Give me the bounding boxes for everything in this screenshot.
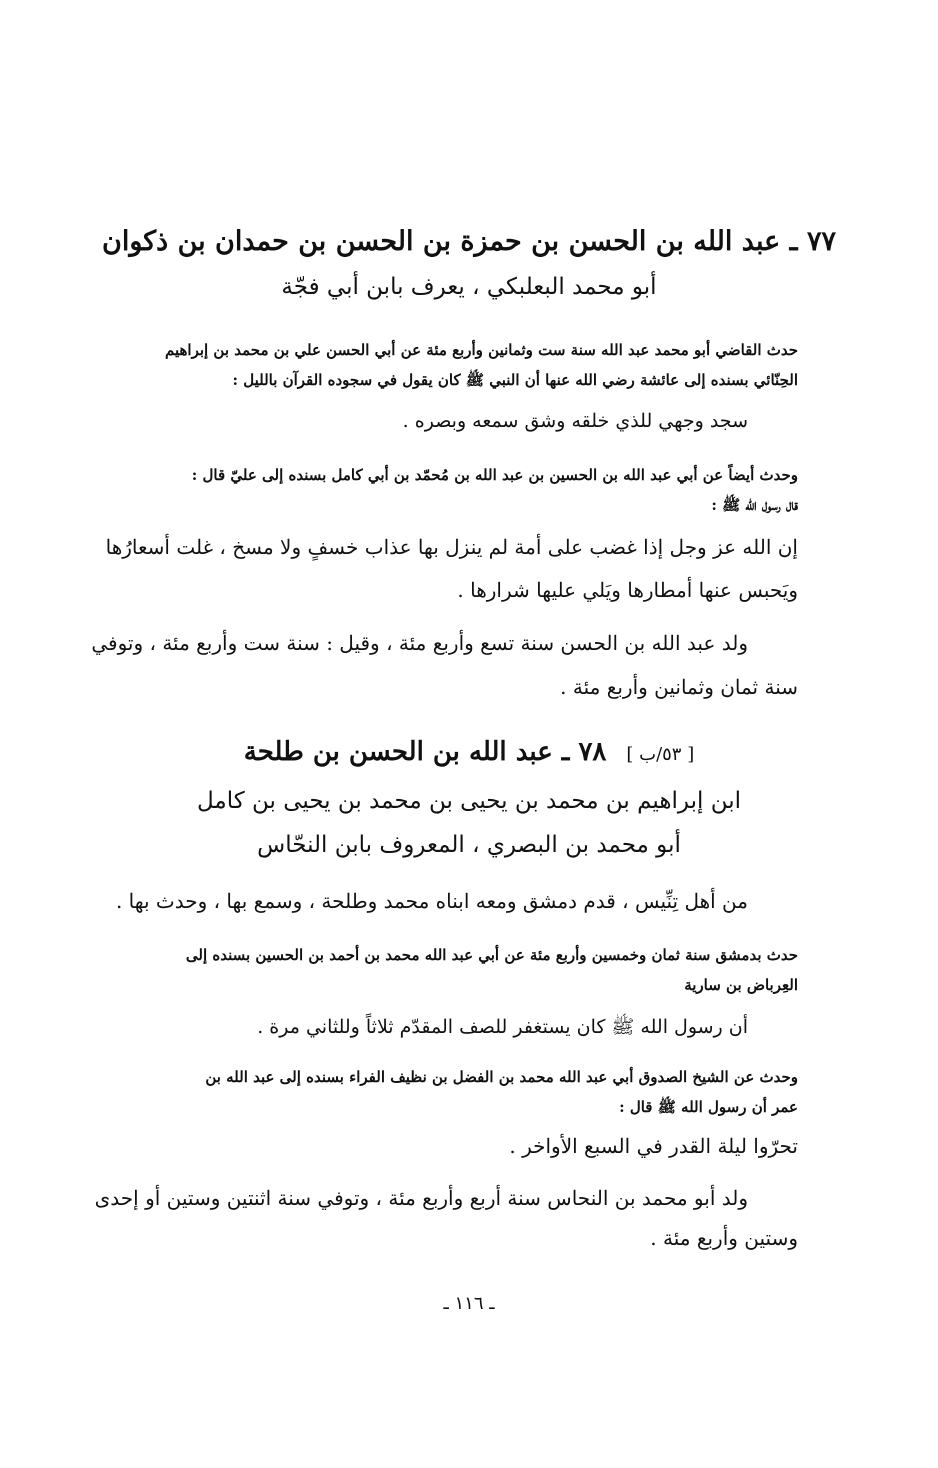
entry-78-narration2-line-2: عمر أن رسول الله ﷺ قال : (619, 1098, 798, 1116)
entry-78-birth-line-2: وستين وأربع مئة . (650, 1226, 798, 1250)
entry-78-narration-line-2: العِرباض بن سارية (684, 976, 798, 994)
entry-78-lineage: ابن إبراهيم بن محمد بن يحيى بن محمد بن يحيى بن كامل (196, 788, 741, 814)
entry-77-narration-line-2: الحِنّائي بسنده إلى عائشة رضي الله عنها أن النبي ﷺ كان يقول في سجوده القرآن بالليل : (232, 371, 798, 389)
entry-77-title: ٧٧ ـ عبد الله بن الحسن بن حمزة بن الحسن بن حمدان بن ذكوان (102, 226, 836, 257)
entry-78-narration-line-1: حدث بدمشق سنة ثمان وخمسين وأربع مئة عن أبي عبد الله محمد بن أحمد بن الحسين بسنده إلى (185, 946, 798, 964)
entry-78-quote-2: تحرّوا ليلة القدر في السبع الأواخر . (509, 1134, 798, 1158)
entry-78-narration2-line-1: وحدث عن الشيخ الصدوق أبي عبد الله محمد بن الفضل بن نظيف الفراء بسنده إلى عبد الله بن (205, 1068, 798, 1086)
entry-78-heading (0, 737, 938, 767)
entry-77-narration2-line-1: وحدث أيضاً عن أبي عبد الله بن الحسين بن عبد الله بن مُحمّد بن أبي كامل بسنده إلى عليّ قال : (191, 466, 798, 484)
entry-78-birth-line-1: ولد أبو محمد بن النحاس سنة أربع وأربع مئة ، وتوفي سنة اثنتين وستين أو إحدى (94, 1186, 748, 1210)
folio-marker: [ ٥٣/ب ] (626, 744, 695, 765)
entry-77-narration2-line-2: قال رسول الله ﷺ : (711, 496, 798, 514)
entry-77-subtitle: أبو محمد البعلبكي ، يعرف بابن أبي فجّة (281, 274, 657, 300)
entry-77-quote: سجد وجهي للذي خلقه وشق سمعه وبصره . (402, 410, 748, 432)
entry-78-origin: من أهل تِنِّيس ، قدم دمشق ومعه ابناه محمد وطلحة ، وسمع بها ، وحدث بها . (115, 889, 748, 913)
entry-78-title: ٧٨ ـ عبد الله بن الحسن بن طلحة (243, 737, 607, 767)
entry-78-quote-1: أن رسول الله ﷺ كان يستغفر للصف المقدّم ثلاثاً وللثاني مرة . (257, 1016, 748, 1038)
entry-77-hadith-line-1: إن الله عز وجل إذا غضب على أمة لم ينزل بها عذاب خسفٍ ولا مسخ ، غلت أسعارُها (105, 535, 798, 559)
page-number: ـ ١١٦ ـ (443, 1293, 495, 1314)
entry-77-birth-line-2: سنة ثمان وثمانين وأربع مئة . (560, 675, 798, 699)
entry-77-hadith-line-2: ويَحبس عنها أمطارها ويَلي عليها شرارها . (457, 578, 798, 602)
entry-77-narration-line-1: حدث القاضي أبو محمد عبد الله سنة ست وثمانين وأربع مئة عن أبي الحسن علي بن محمد بن إبراهيم (165, 341, 798, 359)
entry-77-birth-line-1: ولد عبد الله بن الحسن سنة تسع وأربع مئة ، وقيل : سنة ست وأربع مئة ، وتوفي (91, 631, 748, 655)
entry-78-kunya: أبو محمد بن البصري ، المعروف بابن النحّاس (257, 832, 681, 858)
